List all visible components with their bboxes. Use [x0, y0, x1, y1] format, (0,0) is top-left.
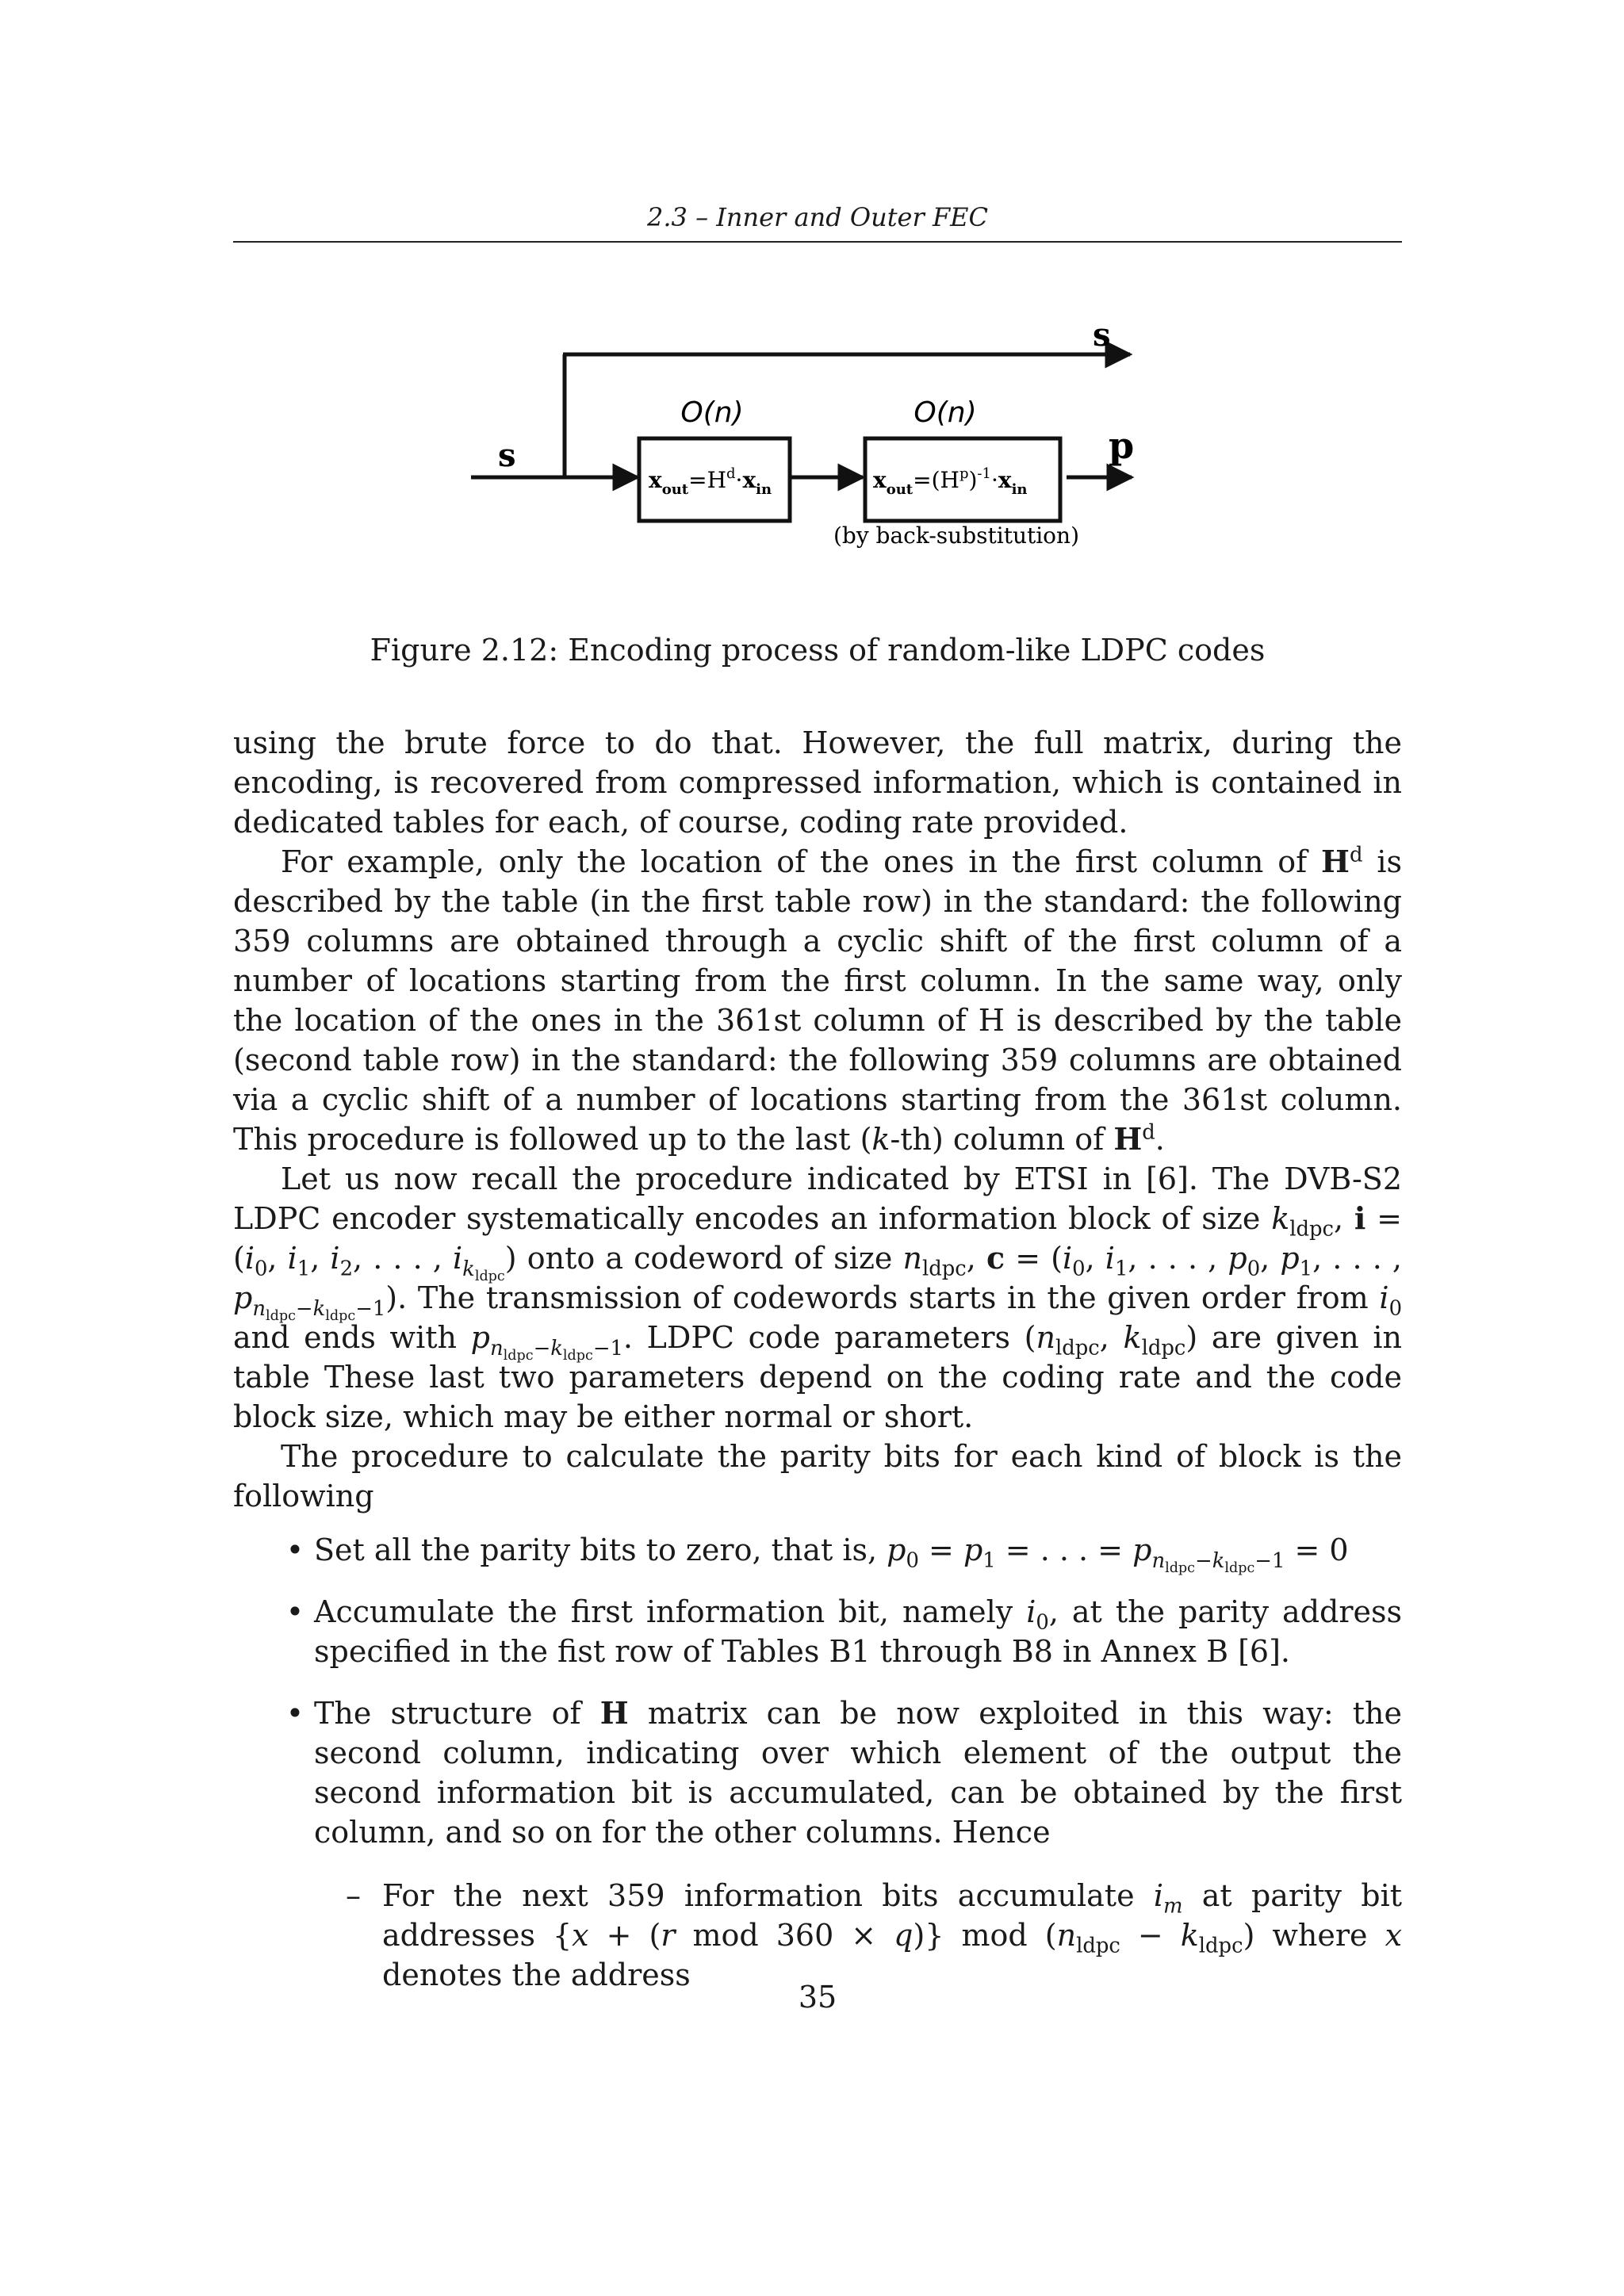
- box1-formula: $x_{out}=H^d\cdot x_{in}$: [649, 465, 772, 498]
- figure-caption: Figure 2.12: Encoding process of random-like LDPC codes: [370, 633, 1266, 668]
- label-s-left: s: [498, 437, 516, 474]
- complexity-2: O(n): [914, 396, 977, 429]
- encoding-diagram: [0, 0, 1624, 603]
- page-number: 35: [798, 1980, 837, 2015]
- list-item: • Accumulate the first information bit, namely $i_0$, at the parity address specified in the fist row of Tables B1 through B8 in Annex B [6].: [285, 1594, 1402, 1669]
- back-substitution-note: (by back-substitution): [833, 522, 1080, 549]
- label-s-top: s: [1093, 316, 1111, 354]
- label-p: p: [1109, 424, 1135, 467]
- body-text: [233, 723, 1402, 2017]
- paragraph-4: The procedure to calculate the parity bits for each kind of block is the following: [233, 1439, 1402, 1513]
- sub-list-item: – For the next 359 information bits accumulate $i_m$ at parity bit addresses {x + (r mod 360 × q)} mod $(n_{ldpc} - k_{ldpc})$ where x denotes the address: [346, 1878, 1402, 1992]
- complexity-1: O(n): [680, 396, 744, 429]
- paragraph-1: using the brute force to do that. However, the full matrix, during the encoding, is recovered from compressed information, which is contained in dedicated tables for each, of course, coding rate provided.: [233, 725, 1402, 840]
- box2-formula: $x_{out}=(H^p)^{-1}\cdot x_{in}$: [873, 465, 1028, 498]
- list-item: • Set all the parity bits to zero, that is, $p_0 = p_1$ = . . . = $p_{n_{ldpc}-k_{ldpc}-1} = 0$: [285, 1533, 1349, 1576]
- running-header: 2.3 – Inner and Outer FEC: [647, 202, 988, 232]
- paragraph-3: Let us now recall the procedure indicated by ETSI in [6]. The DVB-S2 LDPC encoder systematically encodes an information block of size $k_{ldpc}$, $i = (i_0$, $i_1$, $i_2$, . . . , $i_{k_{ldpc}}$) onto a codeword of size $n_{ldpc}$, $c = (i_0$, $i_1$, . . . , $p_0$, $p_1$, . . . , $p_{n_{ldpc}-k_{ldpc}-1}$). The transmission of codewords starts in the given order from $i_0$ and ends with $p_{n_{ldpc}-k_{ldpc}-1}$. LDPC code parameters ($n_{ldpc}$, $k_{ldpc}$) are given in table These last two parameters depend on the coding rate and the code block size, which may be either normal or short.: [233, 1161, 1402, 1434]
- list-item: • The structure of H matrix can be now exploited in this way: the second column, indicating over which element of the output the second information bit is accumulated, can be obtained by the first column, and so on for the other columns. Hence – For the next 359 information bits accumulate $i_m$ at parity bit addresses {x + (r mod 360 × q)} mod $(n_{ldpc} - k_{ldpc})$ where x denotes the address: [233, 1693, 1402, 1995]
- paragraph-2: For example, only the location of the ones in the first column of $H^d$ is described by the table (in the first table row) in the standard: the following 359 columns are obtained through a cyclic shift of the first column of a number of locations starting from the first column. In the same way, only the location of the ones in the 361st column of H is described by the table (second table row) in the standard: the following 359 columns are obtained via a cyclic shift of a number of locations starting from the 361st column. This procedure is followed up to the last (k-th) column of $H^d$.: [233, 843, 1403, 1157]
- procedure-list: [233, 1530, 1402, 1995]
